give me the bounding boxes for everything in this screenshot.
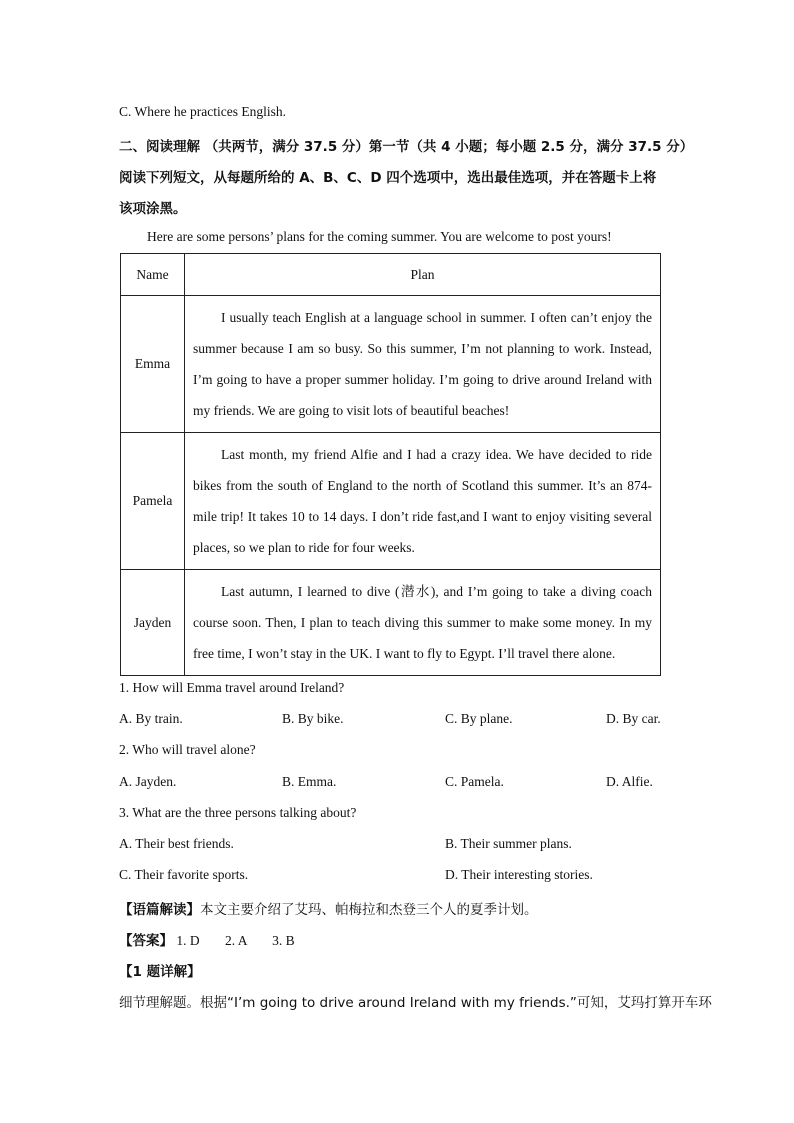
question-1-option-a: A. By train. — [119, 711, 183, 726]
question-3-stem: 3. What are the three persons talking about? — [119, 805, 357, 820]
answer-line — [119, 929, 295, 949]
header-plan: Plan — [185, 254, 661, 296]
analysis-text: 本文主要介绍了艾玛、帕梅拉和杰登三个人的夏季计划。 — [200, 902, 538, 918]
row-name: Emma — [121, 296, 185, 433]
question-2-option-a: A. Jayden. — [119, 774, 177, 789]
row-plan: Last month, my friend Alfie and I had a crazy idea. We have decided to ride bikes from the south of England to the north of Scotland this summer. It’s an 874-mile trip! It takes 10 to 14 days. I don’t ride fast,and I want to enjoy visiting several places, so we plan to ride for four weeks. — [185, 433, 661, 570]
table-header-row — [121, 254, 661, 296]
question-2-stem: 2. Who will travel alone? — [119, 742, 256, 757]
section-instruction-1: 阅读下列短文，从每题所给的 A、B、C、D 四个选项中，选出最佳选项，并在答题卡上将 — [119, 170, 657, 186]
question-3-option-d: D. Their interesting stories. — [445, 867, 593, 882]
answer-label: 【答案】 — [119, 933, 173, 949]
analysis-line — [119, 898, 538, 918]
table-row — [121, 570, 661, 676]
answer-item: 2. A — [225, 933, 247, 948]
passage-intro: Here are some persons’ plans for the coming summer. You are welcome to post yours! — [147, 229, 612, 244]
question-2-option-d: D. Alfie. — [606, 774, 653, 789]
question-3-option-b: B. Their summer plans. — [445, 836, 572, 851]
detail-label: 【1 题详解】 — [119, 964, 201, 980]
table-row — [121, 296, 661, 433]
question-1-option-c: C. By plane. — [445, 711, 513, 726]
section-instruction-2: 该项涂黑。 — [119, 201, 187, 217]
answer-item: 1. D — [176, 933, 200, 948]
row-name: Jayden — [121, 570, 185, 676]
question-3-option-c: C. Their favorite sports. — [119, 867, 249, 882]
question-3-option-a: A. Their best friends. — [119, 836, 234, 851]
answer-item: 3. B — [272, 933, 295, 948]
question-2-option-b: B. Emma. — [282, 774, 337, 789]
row-plan: Last autumn, I learned to dive (潜水), and I’m going to take a diving coach course soon. Then, I plan to teach diving this summer to make some money. In my free time, I won’t stay in the UK. I want to fly to Egypt. I’ll travel there alone. — [185, 570, 661, 676]
analysis-label: 【语篇解读】 — [119, 902, 200, 918]
header-name: Name — [121, 254, 185, 296]
row-name: Pamela — [121, 433, 185, 570]
question-2-option-c: C. Pamela. — [445, 774, 504, 789]
question-1-stem: 1. How will Emma travel around Ireland? — [119, 680, 345, 695]
table-row — [121, 433, 661, 570]
plans-table — [120, 253, 661, 676]
row-plan: I usually teach English at a language school in summer. I often can’t enjoy the summer because I am so busy. So this summer, I’m not planning to work. Instead, I’m going to have a proper summer holiday. I’m going to drive around Ireland with my friends. We are going to visit lots of beautiful beaches! — [185, 296, 661, 433]
previous-option-c: C. Where he practices English. — [119, 104, 286, 119]
detail-text: 细节理解题。根据“I’m going to drive around Ireland with my friends.”可知，艾玛打算开车环 — [119, 995, 712, 1011]
question-1-option-b: B. By bike. — [282, 711, 344, 726]
section-heading: 二、阅读理解 （共两节，满分 37.5 分）第一节（共 4 小题；每小题 2.5 分，满分 37.5 分） — [119, 139, 694, 155]
question-1-option-d: D. By car. — [606, 711, 661, 726]
